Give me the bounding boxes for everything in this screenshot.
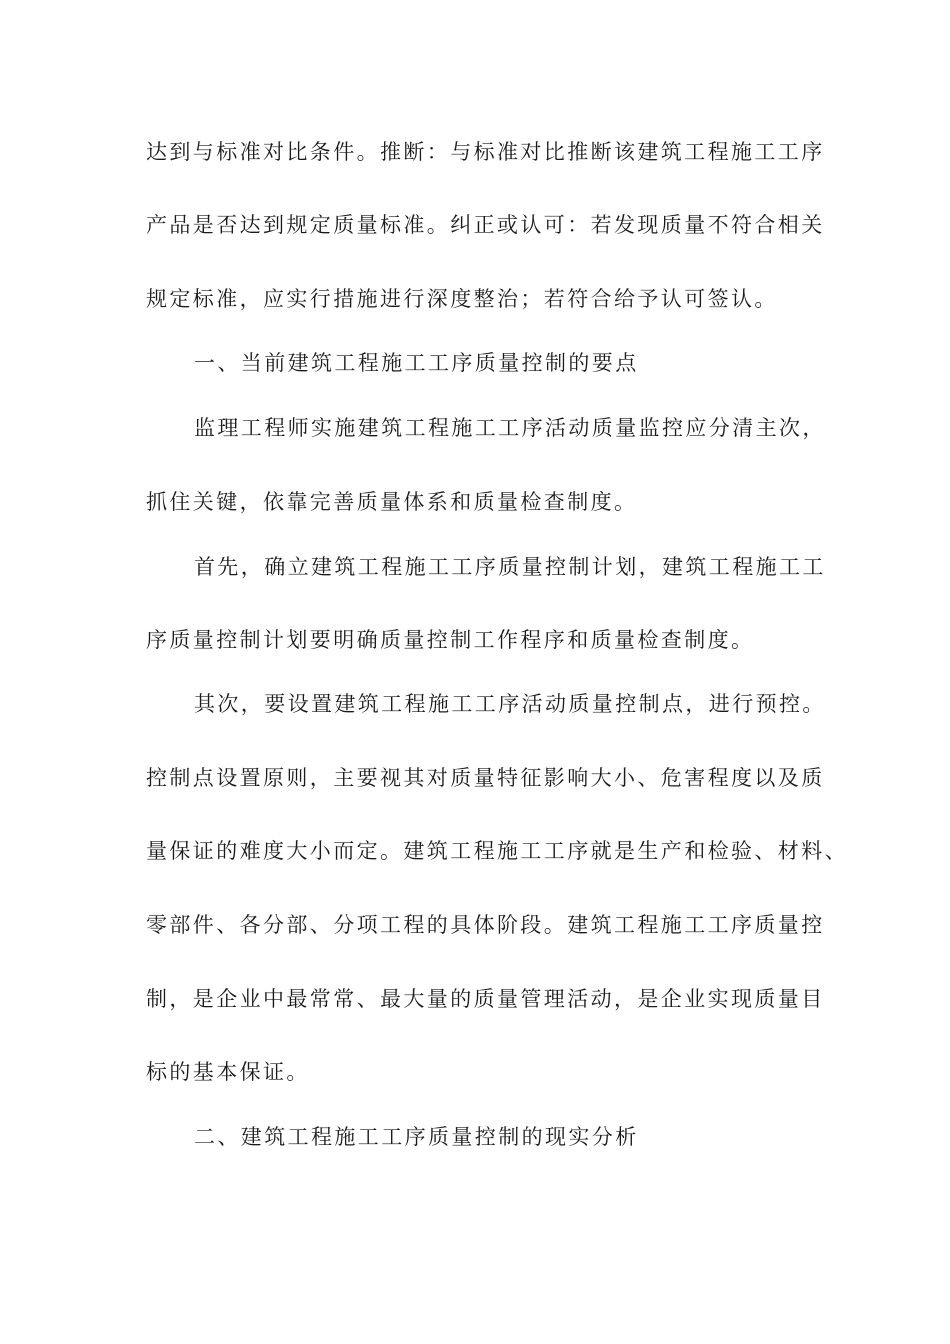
body-text-line: 零部件、各分部、分项工程的具体阶段。建筑工程施工工序质量控 [146,913,825,937]
body-text-line: 达到与标准对比条件。推断：与标准对比推断该建筑工程施工工序 [146,140,825,164]
body-text-line: 序质量控制计划要明确质量控制工作程序和质量检查制度。 [146,628,755,652]
section-heading: 二、建筑工程施工工序质量控制的现实分析 [194,1125,639,1149]
section-heading: 一、当前建筑工程施工工序质量控制的要点 [194,351,639,375]
body-text-line: 制，是企业中最常常、最大量的质量管理活动，是企业实现质量目 [146,987,825,1011]
body-text-line: 量保证的难度大小而定。建筑工程施工工序就是生产和检验、材料、 [146,839,848,863]
paragraph-first-line: 首先，确立建筑工程施工工序质量控制计划，建筑工程施工工 [194,555,826,579]
body-text-line: 抓住关键，依靠完善质量体系和质量检查制度。 [146,490,638,514]
body-text-line: 标的基本保证。 [146,1060,310,1084]
paragraph-first-line: 监理工程师实施建筑工程施工工序活动质量监控应分清主次， [194,416,826,440]
paragraph-first-line: 其次，要设置建筑工程施工工序活动质量控制点，进行预控。 [194,692,826,716]
body-text-line: 产品是否达到规定质量标准。纠正或认可：若发现质量不符合相关 [146,213,825,237]
body-text-line: 规定标准，应实行措施进行深度整治；若符合给予认可签认。 [146,287,778,311]
body-text-line: 控制点设置原则，主要视其对质量特征影响大小、危害程度以及质 [146,766,825,790]
